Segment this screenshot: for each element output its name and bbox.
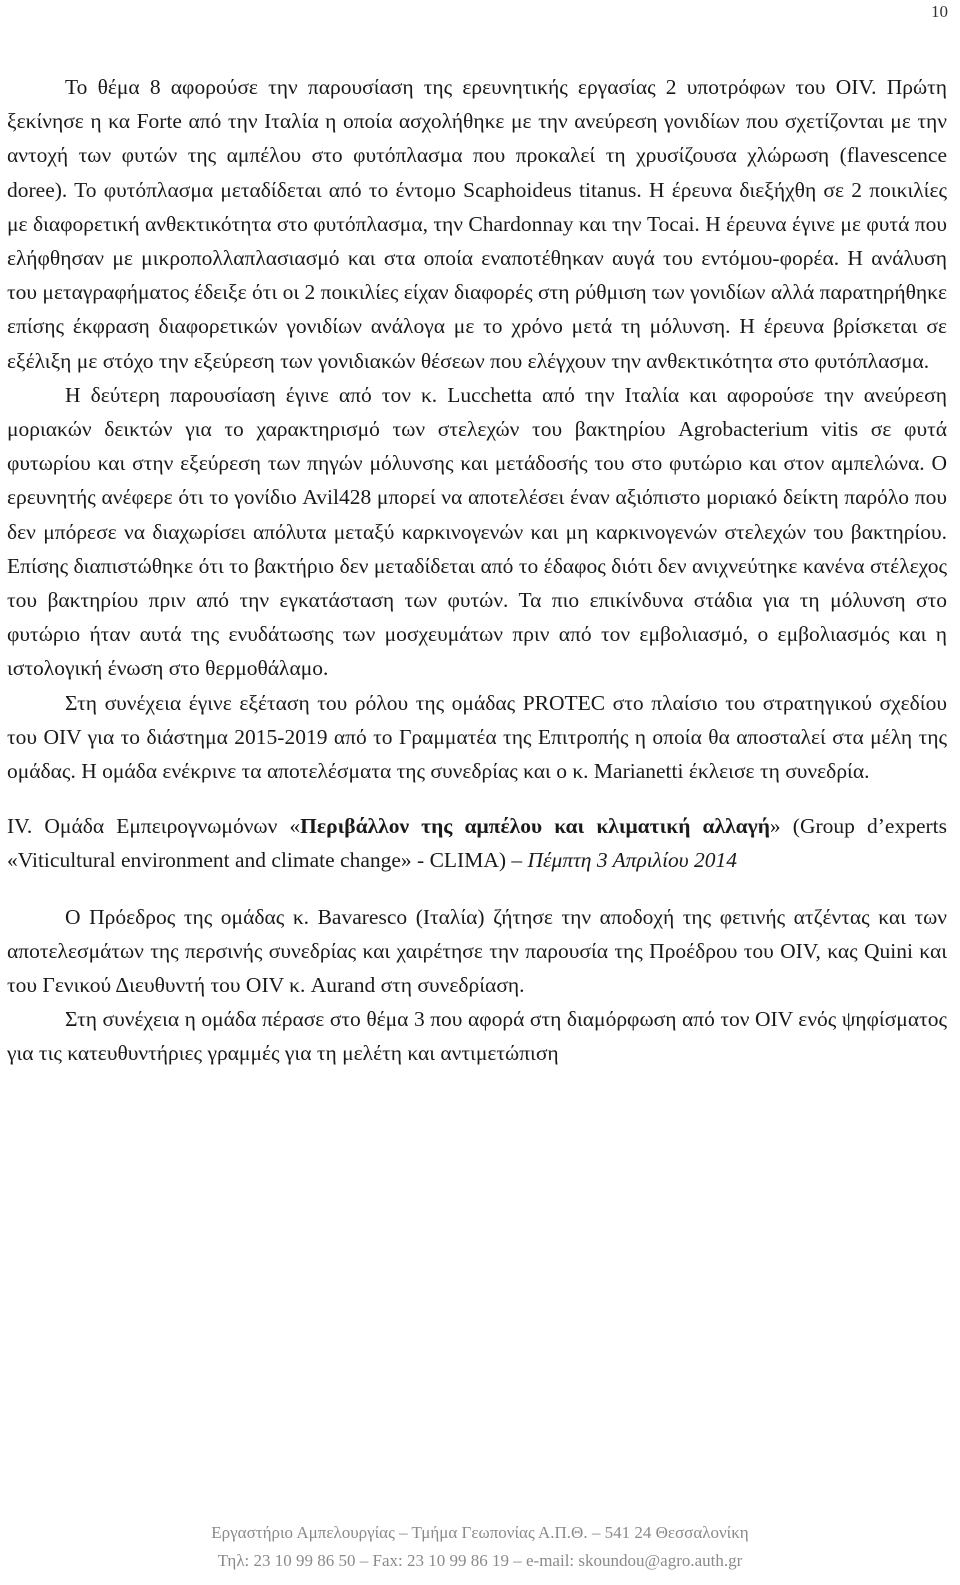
page-footer	[0, 1519, 960, 1575]
section-title-bold: Περιβάλλον της αμπέλου και κλιματική αλλαγή	[300, 814, 770, 839]
paragraph-topic-8: Το θέμα 8 αφορούσε την παρουσίαση της ερευνητικής εργασίας 2 υποτρόφων του OIV. Πρώτη ξεκίνησε η κα Forte από την Ιταλία η οποία ασχολήθηκε με την ανεύρεση γονιδίων που σχετίζονται με την αντοχή των φυτών της αμπέλου στο φυτόπλασμα που προκαλεί τη χρυσίζουσα χλώρωση (flavescence doree). Το φυτόπλασμα μεταδίδεται από το έντομο Scaphoideus titanus. Η έρευνα διεξήχθη σε 2 ποικιλίες με διαφορετική ανθεκτικότητα στο φυτόπλασμα, την Chardonnay και την Tocai. Η έρευνα έγινε με φυτά που ελήφθησαν με μικροπολλαπλασιασμό και στα οποία εναποτέθηκαν αυγά του εντόμου-φορέα. Η ανάλυση του μεταγραφήματος έδειξε ότι οι 2 ποικιλίες είχαν διαφορές στη ρύθμιση των γονιδίων αλλά παρατηρήθηκε επίσης έκφραση διαφορετικών γονιδίων ανάλογα με το χρόνο μετά τη μόλυνση. Η έρευνα βρίσκεται σε εξέλιξη με στόχο την εξεύρεση των γονιδιακών θέσεων που ελέγχουν την ανθεκτικότητα στο φυτόπλασμα.	[7, 75, 947, 373]
page-number: 10	[931, 2, 948, 21]
footer-address: Εργαστήριο Αμπελουργίας – Τμήμα Γεωπονίας Α.Π.Θ. – 541 24 Θεσσαλονίκη	[211, 1523, 749, 1542]
section-date: Πέμπτη 3 Απριλίου 2014	[527, 848, 738, 873]
paragraph-protec: Στη συνέχεια έγινε εξέταση του ρόλου της ομάδας PROTEC στο πλαίσιο του στρατηγικού σχεδίου του OIV για το διάστημα 2015-2019 από το Γραμματέα της Επιτροπής η οποία θα αποσταλεί στα μέλη της ομάδας. Η ομάδα ενέκρινε τα αποτελέσματα της συνεδρίας και ο κ. Marianetti έκλεισε τη συνεδρία.	[7, 690, 947, 784]
paragraph-lucchetta: Η δεύτερη παρουσίαση έγινε από τον κ. Lucchetta από την Ιταλία και αφορούσε την ανεύρεση μοριακών δεικτών για το χαρακτηρισμό των στελεχών του βακτηρίου Agrobacterium vitis σε φυτά φυτωρίου και στην εξεύρεση των πηγών μόλυνσης και μετάδοσής του στο φυτώριο και στον αμπελώνα. Ο ερευνητής ανέφερε ότι το γονίδιο Avil428 μπορεί να αποτελέσει έναν αξιόπιστο μοριακό δείκτη παρόλο που δεν μπόρεσε να διαχωρίσει απόλυτα μεταξύ καρκινογενών και μη καρκινογενών στελεχών του βακτηρίου. Επίσης διαπιστώθηκε ότι το βακτήριο δεν μεταδίδεται από το έδαφος διότι δεν ανιχνεύτηκε κανένα στέλεχος του βακτηρίου πριν από την εγκατάσταση των φυτών. Τα πιο επικίνδυνα στάδια για τη μόλυνση στο φυτώριο ήταν αυτά της ενυδάτωσης των μοσχευμάτων πριν από τον εμβολιασμό, ο εμβολιασμός και η ιστολογική ένωση στο θερμοθάλαμο.	[7, 382, 947, 681]
section-heading-iv	[7, 809, 947, 877]
footer-contact: Τηλ: 23 10 99 86 50 – Fax: 23 10 99 86 19 – e-mail: skoundou@agro.auth.gr	[217, 1551, 743, 1570]
document-body	[7, 70, 947, 1071]
section-mid: » (Group d’experts «Viticultural environment and climate change» - CLIMA) –	[7, 814, 948, 873]
section-prefix: IV. Ομάδα Εμπειρογνωμόνων «	[7, 814, 301, 839]
paragraph-bavaresco: Ο Πρόεδρος της ομάδας κ. Bavaresco (Ιταλία) ζήτησε την αποδοχή της φετινής ατζέντας και των αποτελεσμάτων της περσινής συνεδρίας και χαιρέτησε την παρουσία της Προέδρου του OIV, κας Quini και του Γενικού Διευθυντή του OIV κ. Aurand στη συνεδρίαση.	[7, 904, 947, 998]
paragraph-topic-3: Στη συνέχεια η ομάδα πέρασε στο θέμα 3 που αφορά στη διαμόρφωση από τον OIV ενός ψηφίσματος για τις κατευθυντήριες γραμμές για τη μελέτη και αντιμετώπιση	[7, 1007, 947, 1066]
